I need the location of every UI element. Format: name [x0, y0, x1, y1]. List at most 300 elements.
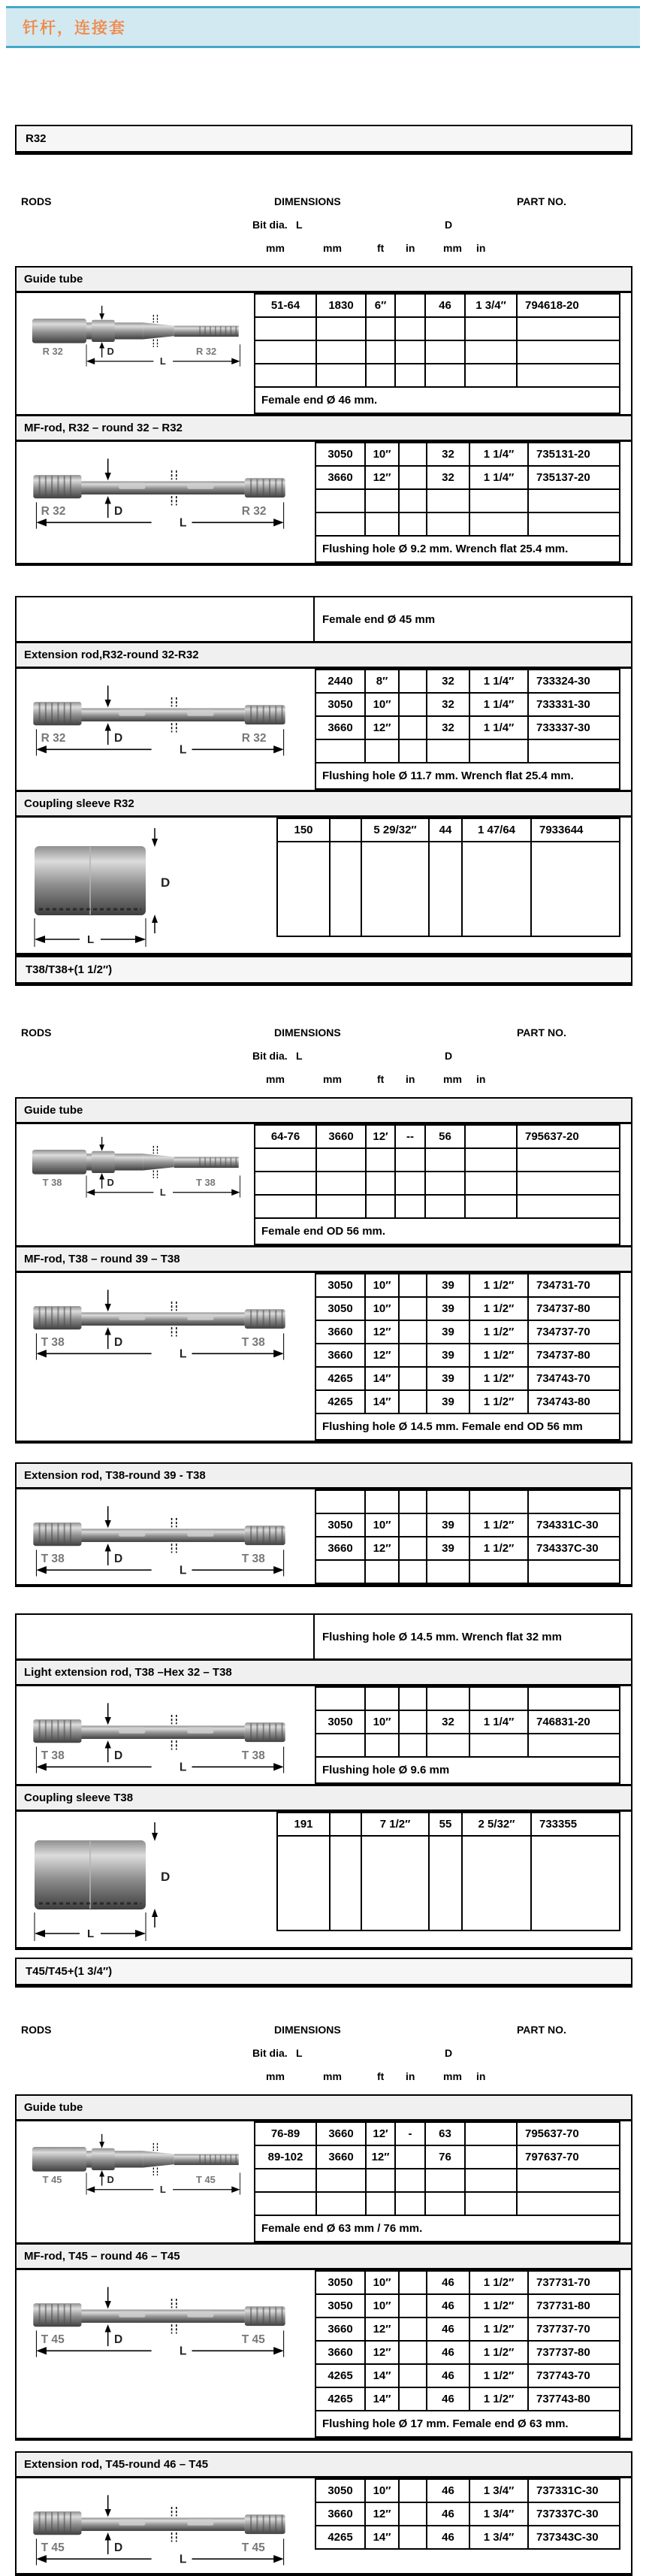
length-label: L	[179, 743, 187, 757]
table-cell	[427, 1734, 469, 1757]
unit-label: mm	[323, 1073, 342, 1085]
thread-label-left: T 38	[42, 1177, 62, 1189]
extension-rod-header	[17, 2453, 631, 2478]
extension-rod-content	[17, 1489, 631, 1584]
table-cell: 1 1/2″	[469, 2294, 528, 2317]
col-bitdia-label: Bit dia.	[252, 1050, 288, 1062]
table-cell	[399, 466, 427, 489]
table-cell: 1 1/4″	[469, 670, 528, 693]
table-cell	[399, 2317, 427, 2341]
table-cell	[395, 2192, 425, 2215]
table-cell: 76	[425, 2145, 465, 2169]
table-cell: 737743-70	[528, 2364, 620, 2387]
col-bitdia-label: Bit dia.	[252, 219, 288, 231]
extension-rod-diagram	[17, 669, 315, 790]
table-cell	[395, 1195, 425, 1218]
table-cell	[399, 1537, 427, 1560]
table-cell: 39	[427, 1390, 469, 1413]
col-length-label: L	[296, 2047, 303, 2059]
table-cell: 797637-70	[517, 2145, 620, 2169]
table-cell	[315, 739, 365, 763]
col-partno-label: PART NO.	[517, 2024, 566, 2036]
table-cell: 3660	[315, 1537, 365, 1560]
table-cell: 10″	[365, 443, 399, 466]
light-extension-rod-content	[17, 1686, 631, 1784]
extension-rod-diagram	[17, 1489, 315, 1584]
unit-label: mm	[443, 1073, 462, 1085]
table-cell	[399, 2294, 427, 2317]
length-label: L	[179, 2553, 187, 2566]
column-headers	[15, 194, 632, 266]
length-label: L	[179, 1347, 187, 1361]
diameter-label: D	[113, 731, 123, 745]
table-cell	[425, 1148, 465, 1172]
diameter-label: D	[107, 2174, 114, 2186]
table-cell	[517, 364, 620, 387]
table-row	[315, 2479, 620, 2502]
table-cell: 4265	[315, 2387, 365, 2411]
table-cell: 39	[427, 1274, 469, 1297]
table-cell	[425, 340, 465, 364]
table-cell	[399, 443, 427, 466]
table-cell	[399, 1490, 427, 1513]
coupling-sleeve-header-text: Coupling sleeve T38	[24, 1791, 134, 1804]
extension-rod-header-text: Extension rod, T38-round 39 - T38	[24, 1469, 206, 1482]
section-title	[15, 125, 632, 155]
table-cell	[365, 489, 399, 512]
table-row	[315, 1320, 620, 1344]
table-cell	[255, 2192, 316, 2215]
thread-label-right: T 38	[241, 1552, 265, 1565]
table-cell: 89-102	[255, 2145, 316, 2169]
coupling-sleeve-content	[17, 818, 631, 953]
guide-and-mf-box	[15, 2094, 632, 2441]
table-cell	[365, 1687, 399, 1710]
table-cell	[399, 1297, 427, 1320]
column-headers	[15, 2022, 632, 2094]
mf-rod-diagram	[17, 442, 315, 563]
mf-rod-table	[315, 442, 620, 563]
length-label: L	[87, 933, 95, 946]
rod-drawing	[27, 1497, 291, 1581]
diameter-label: D	[113, 2541, 123, 2554]
table-cell: 746831-20	[528, 1710, 620, 1734]
table-cell: 63	[425, 2122, 465, 2145]
table-cell	[277, 842, 330, 936]
table-cell	[399, 1367, 427, 1390]
col-dimensions-label: DIMENSIONS	[274, 195, 341, 207]
extension-rod-header	[17, 641, 631, 669]
col-length-label: L	[296, 219, 303, 231]
coupling-sleeve-diagram	[17, 818, 276, 953]
table-cell: 12″	[365, 466, 399, 489]
table-cell: 734743-70	[528, 1367, 620, 1390]
coupling-sleeve-header-text: Coupling sleeve R32	[24, 797, 134, 810]
note-row	[17, 597, 631, 641]
table-cell: --	[395, 1125, 425, 1148]
table-cell	[517, 1195, 620, 1218]
table-cell	[465, 2145, 517, 2169]
table-cell: 1 1/2″	[469, 1390, 528, 1413]
table-cell	[395, 1148, 425, 1172]
length-label: L	[179, 1564, 187, 1577]
table-row	[315, 489, 620, 512]
table-cell	[517, 2192, 620, 2215]
table-cell: 46	[427, 2387, 469, 2411]
table-cell	[315, 1734, 365, 1757]
table-cell	[399, 716, 427, 739]
section-t38	[15, 956, 632, 1950]
table-cell	[465, 1172, 517, 1195]
table-cell: 734737-80	[528, 1297, 620, 1320]
table-cell: 55	[429, 1813, 462, 1836]
table-cell: 3660	[316, 2122, 366, 2145]
table-row	[315, 2411, 620, 2437]
table-cell	[399, 1560, 427, 1583]
section-t45	[15, 1958, 632, 2576]
diameter-label: D	[113, 1335, 123, 1349]
table-cell: 56	[425, 1125, 465, 1148]
section-title-text: T38/T38+(1 1/2″)	[26, 963, 113, 976]
thread-label-right: T 45	[196, 2174, 216, 2186]
table-cell	[255, 1195, 316, 1218]
table-cell: 1 1/2″	[469, 1344, 528, 1367]
table-cell: 795637-20	[517, 1125, 620, 1148]
table-cell: 10″	[365, 1710, 399, 1734]
table-row	[255, 387, 620, 413]
guide-tube-header-text: Guide tube	[24, 273, 83, 286]
thread-label-left: R 32	[41, 504, 66, 518]
table-cell	[399, 1320, 427, 1344]
table-cell: 3660	[315, 1344, 365, 1367]
mf-rod-table	[315, 2270, 620, 2438]
table-cell	[395, 317, 425, 340]
table-cell: 1830	[316, 294, 366, 317]
table-row	[315, 1274, 620, 1297]
table-cell	[366, 2192, 395, 2215]
table-cell	[399, 2502, 427, 2526]
table-row	[277, 1813, 620, 1836]
table-row	[315, 763, 620, 789]
table-cell	[427, 489, 469, 512]
table-row	[277, 1836, 620, 1930]
table-cell	[465, 1148, 517, 1172]
col-rods-label: RODS	[21, 1026, 52, 1039]
coupling-sleeve-content	[17, 1812, 631, 1947]
table-cell	[277, 1836, 330, 1930]
table-cell	[427, 1490, 469, 1513]
table-cell: 1 1/2″	[469, 2387, 528, 2411]
table-row	[315, 1513, 620, 1537]
table-cell	[315, 489, 365, 512]
table-cell: 1 1/2″	[469, 1367, 528, 1390]
table-cell: 12″	[365, 1320, 399, 1344]
unit-label: in	[476, 1073, 486, 1085]
diameter-label: D	[113, 1749, 123, 1762]
thread-label-left: T 38	[41, 1749, 65, 1762]
rod-drawing	[27, 2486, 291, 2570]
table-cell	[465, 2192, 517, 2215]
table-cell: 8″	[365, 670, 399, 693]
thread-label-right: T 45	[241, 2541, 265, 2554]
coupling-sleeve-header	[17, 1784, 631, 1812]
table-cell: 14″	[365, 2387, 399, 2411]
table-row	[255, 2122, 620, 2145]
unit-label: in	[406, 2070, 415, 2082]
table-cell	[528, 739, 620, 763]
table-cell	[365, 1490, 399, 1513]
table-row	[315, 1537, 620, 1560]
table-cell	[517, 317, 620, 340]
table-cell: 734737-70	[528, 1320, 620, 1344]
table-cell	[399, 2271, 427, 2294]
table-cell	[255, 340, 316, 364]
diameter-label: D	[107, 346, 114, 358]
unit-label: mm	[323, 2070, 342, 2082]
table-cell	[399, 2526, 427, 2549]
table-cell	[465, 1125, 517, 1148]
table-cell: 737743-80	[528, 2387, 620, 2411]
table-cell: 14″	[365, 1367, 399, 1390]
col-diameter-label: D	[445, 219, 453, 231]
table-cell: 64-76	[255, 1125, 316, 1148]
thread-label-left: T 45	[42, 2174, 62, 2186]
table-row	[315, 739, 620, 763]
table-cell: 46	[427, 2479, 469, 2502]
col-diameter-label: D	[445, 1050, 453, 1062]
unit-label: mm	[443, 242, 462, 254]
table-cell	[365, 739, 399, 763]
table-cell: 12″	[365, 716, 399, 739]
col-dimensions-label: DIMENSIONS	[274, 1026, 341, 1039]
table-row	[315, 693, 620, 716]
extension-rod-table	[315, 669, 620, 790]
col-length-label: L	[296, 1050, 303, 1062]
table-row	[315, 2294, 620, 2317]
table-cell	[315, 1490, 365, 1513]
thread-label-left: T 45	[41, 2333, 65, 2346]
table-row	[315, 1757, 620, 1783]
table-row	[315, 512, 620, 536]
table-cell: 14″	[365, 2526, 399, 2549]
diameter-label: D	[107, 1177, 114, 1189]
table-row	[255, 2192, 620, 2215]
table-cell	[469, 1560, 528, 1583]
length-label: L	[179, 1761, 187, 1774]
section-r32	[15, 125, 632, 956]
section-title	[15, 956, 632, 986]
table-cell: 1 3/4″	[465, 294, 517, 317]
table-cell: 3050	[315, 1274, 365, 1297]
sleeve-drawing	[27, 825, 177, 950]
unit-label: ft	[377, 242, 385, 254]
table-cell: 734337C-30	[528, 1537, 620, 1560]
table-cell: 39	[427, 1537, 469, 1560]
extension-rod-diagram	[17, 2478, 315, 2573]
female-end-note: Female end Ø 45 mm	[313, 597, 631, 641]
table-row	[255, 1148, 620, 1172]
table-cell	[425, 2169, 465, 2192]
unit-label: in	[476, 2070, 486, 2082]
page-header-band	[6, 6, 640, 48]
mf-rod-header-text: MF-rod, T45 – round 46 – T45	[24, 2250, 180, 2263]
table-cell	[399, 489, 427, 512]
length-label: L	[159, 1187, 166, 1199]
extension-rod-table	[315, 2478, 620, 2550]
guide-tube-content	[17, 293, 631, 414]
table-cell	[399, 1710, 427, 1734]
table-cell	[425, 1195, 465, 1218]
table-cell	[395, 340, 425, 364]
table-cell	[395, 364, 425, 387]
table-cell: 2 5/32″	[462, 1813, 531, 1836]
table-cell: 1 3/4″	[469, 2526, 528, 2549]
table-cell	[469, 1734, 528, 1757]
guide-tube-content	[17, 2121, 631, 2242]
thread-label-right: T 38	[241, 1335, 265, 1349]
table-cell: 12″	[365, 2317, 399, 2341]
table-cell	[316, 1195, 366, 1218]
table-cell	[330, 1836, 361, 1930]
diameter-label: D	[161, 1870, 171, 1884]
table-cell: 3660	[315, 2317, 365, 2341]
thread-label-left: T 38	[41, 1335, 65, 1349]
col-partno-label: PART NO.	[517, 195, 566, 207]
table-cell	[469, 489, 528, 512]
rod-drawing	[27, 1132, 246, 1202]
table-row	[255, 1195, 620, 1218]
table-cell: 1 1/2″	[469, 2364, 528, 2387]
table-row	[255, 2145, 620, 2169]
unit-label: mm	[443, 2070, 462, 2082]
table-cell	[528, 489, 620, 512]
table-row	[315, 670, 620, 693]
table-row	[277, 818, 620, 842]
table-cell	[255, 1172, 316, 1195]
table-cell: 10″	[365, 2294, 399, 2317]
table-cell: 3660	[316, 1125, 366, 1148]
table-cell	[528, 1734, 620, 1757]
table-cell	[366, 340, 395, 364]
table-cell	[399, 2387, 427, 2411]
table-cell: 10″	[365, 1297, 399, 1320]
col-diameter-label: D	[445, 2047, 453, 2059]
table-row	[315, 2502, 620, 2526]
table-row	[315, 1734, 620, 1757]
table-cell: 737337C-30	[528, 2502, 620, 2526]
table-cell	[316, 317, 366, 340]
table-cell: 4265	[315, 2526, 365, 2549]
table-row	[277, 842, 620, 936]
unit-label: in	[406, 242, 415, 254]
guide-tube-content	[17, 1124, 631, 1245]
guide-tube-header	[17, 1099, 631, 1124]
table-cell: 1 3/4″	[469, 2479, 528, 2502]
table-cell	[465, 340, 517, 364]
table-cell	[517, 1172, 620, 1195]
table-cell: 735131-20	[528, 443, 620, 466]
light-extension-rod-header-text: Light extension rod, T38 –Hex 32 – T38	[24, 1666, 232, 1679]
rod-drawing	[27, 449, 291, 534]
table-cell: 10″	[365, 693, 399, 716]
guide-tube-diagram	[17, 2121, 254, 2242]
table-cell	[361, 1836, 429, 1930]
diameter-label: D	[113, 1552, 123, 1565]
coupling-sleeve-header	[17, 790, 631, 818]
table-row	[315, 2317, 620, 2341]
table-cell	[425, 2192, 465, 2215]
table-row	[255, 317, 620, 340]
guide-tube-table	[254, 2121, 620, 2242]
table-cell	[366, 2169, 395, 2192]
thread-label-right: T 38	[196, 1177, 216, 1189]
extension-rod-header	[17, 1464, 631, 1489]
table-cell	[315, 1687, 365, 1710]
table-cell	[366, 1148, 395, 1172]
guide-tube-header	[17, 268, 631, 293]
table-cell: 1 1/4″	[469, 466, 528, 489]
table-cell: 32	[427, 716, 469, 739]
unit-label: mm	[266, 2070, 285, 2082]
table-cell	[361, 842, 429, 936]
table-cell: 7 1/2″	[361, 1813, 429, 1836]
length-label: L	[179, 2345, 187, 2358]
table-row	[255, 2215, 620, 2242]
table-cell	[316, 2192, 366, 2215]
thread-label-left: T 38	[41, 1552, 65, 1565]
table-cell: 12″	[366, 2145, 395, 2169]
table-cell: 1 1/2″	[469, 2317, 528, 2341]
diameter-label: D	[161, 875, 171, 890]
table-cell: 795637-70	[517, 2122, 620, 2145]
mf-rod-header	[17, 1245, 631, 1273]
table-cell	[316, 1172, 366, 1195]
length-label: L	[179, 516, 187, 530]
table-cell: 3050	[315, 1513, 365, 1537]
table-row	[315, 1710, 620, 1734]
section-title-text: R32	[26, 132, 47, 145]
table-cell: 737731-70	[528, 2271, 620, 2294]
table-row	[315, 1344, 620, 1367]
table-cell: 32	[427, 466, 469, 489]
length-label: L	[159, 355, 166, 367]
table-cell	[469, 1687, 528, 1710]
extension-rod-table	[315, 1489, 620, 1584]
extension-rod-box	[15, 2451, 632, 2576]
guide-and-mf-box	[15, 266, 632, 566]
table-cell: 12″	[365, 2502, 399, 2526]
mf-rod-diagram	[17, 1273, 315, 1441]
table-cell	[462, 1836, 531, 1930]
guide-tube-header	[17, 2096, 631, 2121]
table-cell: 46	[427, 2294, 469, 2317]
mf-rod-header	[17, 2242, 631, 2270]
table-cell: 32	[427, 443, 469, 466]
col-bitdia-label: Bit dia.	[252, 2047, 288, 2059]
table-row	[255, 340, 620, 364]
table-note-cell: Female end Ø 63 mm / 76 mm.	[255, 2215, 620, 2242]
thread-label-left: R 32	[41, 731, 66, 745]
table-cell	[427, 739, 469, 763]
unit-label: mm	[323, 242, 342, 254]
table-cell	[531, 1836, 620, 1930]
table-cell: 733355	[531, 1813, 620, 1836]
table-cell: 3660	[316, 2145, 366, 2169]
mf-rod-content	[17, 2270, 631, 2438]
guide-tube-header-text: Guide tube	[24, 1104, 83, 1117]
thread-label-right: R 32	[241, 731, 267, 745]
mf-rod-header-text: MF-rod, R32 – round 32 – R32	[24, 422, 183, 434]
